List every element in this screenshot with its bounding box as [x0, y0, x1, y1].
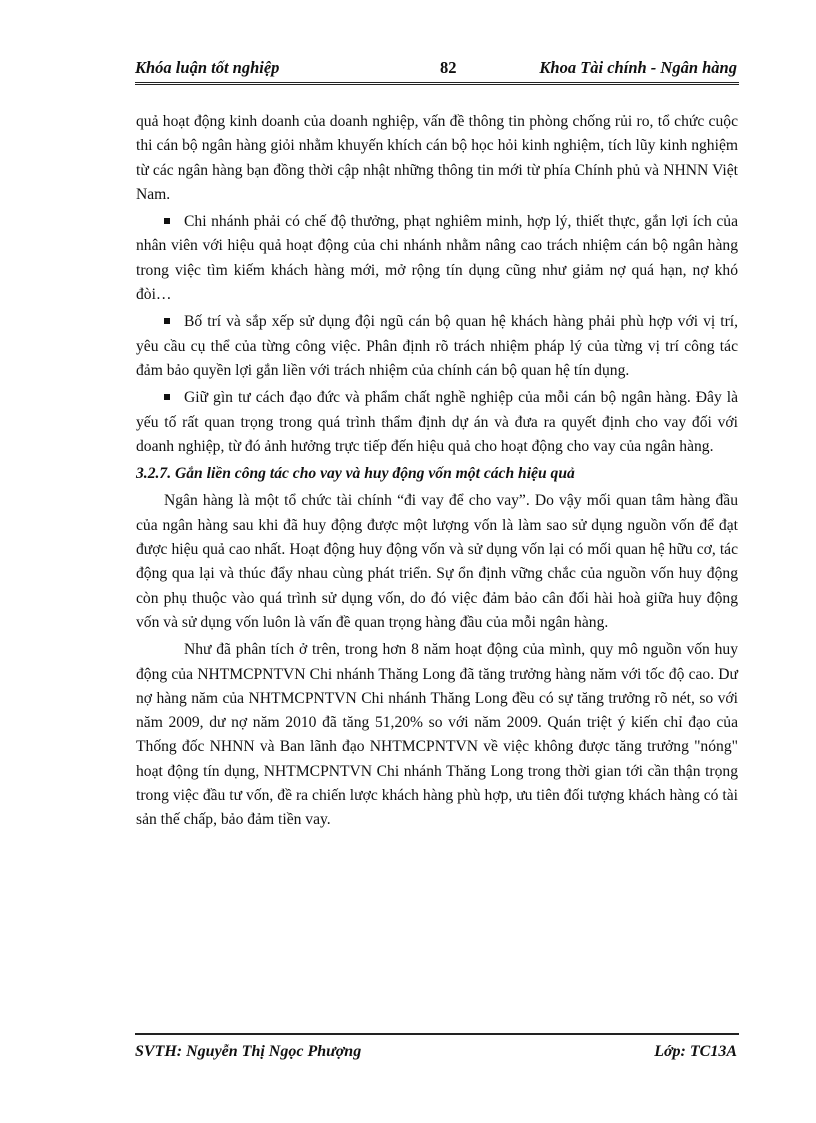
page-footer: [135, 1033, 739, 1065]
bullet-text: Chi nhánh phải có chế độ thưởng, phạt nghiêm minh, hợp lý, thiết thực, gắn lợi ích của nhân viên với hiệu quả hoạt động của chi nhánh nhằm nâng cao trách nhiệm cán bộ ngân hàng trong việc tìm kiếm khách hàng mới, mở rộng tín dụng cũng như giảm nợ quá hạn, nợ khó đòi…: [136, 213, 738, 304]
header-department: Khoa Tài chính - Ngân hàng: [539, 58, 737, 77]
bullet-text: Bố trí và sắp xếp sử dụng đội ngũ cán bộ quan hệ khách hàng phải phù hợp với vị trí, yêu cầu cụ thể của từng công việc. Phân định rõ trách nhiệm pháp lý của từng vị trí công tác đảm bảo quyền lợi gắn liền với trách nhiệm của chính cán bộ quan hệ tín dụng.: [136, 313, 738, 379]
body-paragraph-2: Như đã phân tích ở trên, trong hơn 8 năm hoạt động của mình, quy mô nguồn vốn huy động của NHTMCPNTVN Chi nhánh Thăng Long đã tăng trưởng hàng năm với tốc độ cao. Dư nợ hàng năm của NHTMCPNTVN Chi nhánh Thăng Long đều có sự tăng trưởng rõ nét, so với năm 2009, dư nợ năm 2010 đã tăng 51,20% so với năm 2009. Quán triệt ý kiến chỉ đạo của Thống đốc NHNN và Ban lãnh đạo NHTMCPNTVN về việc không được tăng trưởng "nóng" hoạt động tín dụng, NHTMCPNTVN Chi nhánh Thăng Long trong thời gian tới cần thận trọng trong việc đầu tư vốn, đề ra chiến lược khách hàng phù hợp, ưu tiên đối tượng khách hàng có tài sản thế chấp, bảo đảm tiền vay.: [136, 641, 738, 829]
footer-student-name: SVTH: Nguyễn Thị Ngọc Phượng: [135, 1043, 362, 1060]
intro-paragraph: quả hoạt động kinh doanh của doanh nghiệp, vấn đề thông tin phòng chống rủi ro, tổ chức cuộc thi cán bộ ngân hàng giỏi nhằm khuyến khích cán bộ học hỏi kinh nghiệm, tích lũy kinh nghiệm từ các ngân hàng bạn đồng thời cập nhật những thông tin mới từ phía Chính phủ và NHNN Việt Nam.: [136, 113, 738, 203]
bullet-item-2: [136, 310, 738, 383]
page-header: [135, 56, 739, 85]
section-heading: 3.2.7. Gắn liền công tác cho vay và huy động vốn một cách hiệu quả: [136, 465, 575, 483]
square-bullet-icon: [164, 218, 170, 224]
square-bullet-icon: [164, 394, 170, 400]
bullet-item-3: [136, 386, 738, 459]
body-paragraph-1: Ngân hàng là một tổ chức tài chính “đi vay để cho vay”. Do vậy mối quan tâm hàng đầu của ngân hàng sau khi đã huy động được một lượng vốn là làm sao sử dụng nguồn vốn để đạt được hiệu quả cao nhất. Hoạt động huy động vốn và sử dụng vốn lại có mối quan hệ hữu cơ, tác động qua lại và thúc đẩy nhau cùng phát triển. Sự ổn định vững chắc của nguồn vốn huy động còn phụ thuộc vào quá trình sử dụng vốn, do đó việc đảm bảo cân đối hài hoà giữa huy động vốn và sử dụng vốn luôn là vấn đề quan trọng hàng đầu của mỗi ngân hàng.: [136, 492, 738, 631]
page-body: [136, 110, 738, 836]
header-thesis-title: Khóa luận tốt nghiệp: [135, 58, 280, 77]
header-page-number: 82: [440, 58, 457, 77]
bullet-text: Giữ gìn tư cách đạo đức và phẩm chất nghề nghiệp của mỗi cán bộ ngân hàng. Đây là yếu tố rất quan trọng trong quá trình thẩm định dự án và đưa ra quyết định cho vay đối với doanh nghiệp, từ đó ảnh hưởng trực tiếp đến hiệu quả cho hoạt động cho vay của ngân hàng.: [136, 389, 738, 455]
bullet-item-1: [136, 210, 738, 307]
square-bullet-icon: [164, 318, 170, 324]
footer-class: Lớp: TC13A: [654, 1043, 737, 1060]
